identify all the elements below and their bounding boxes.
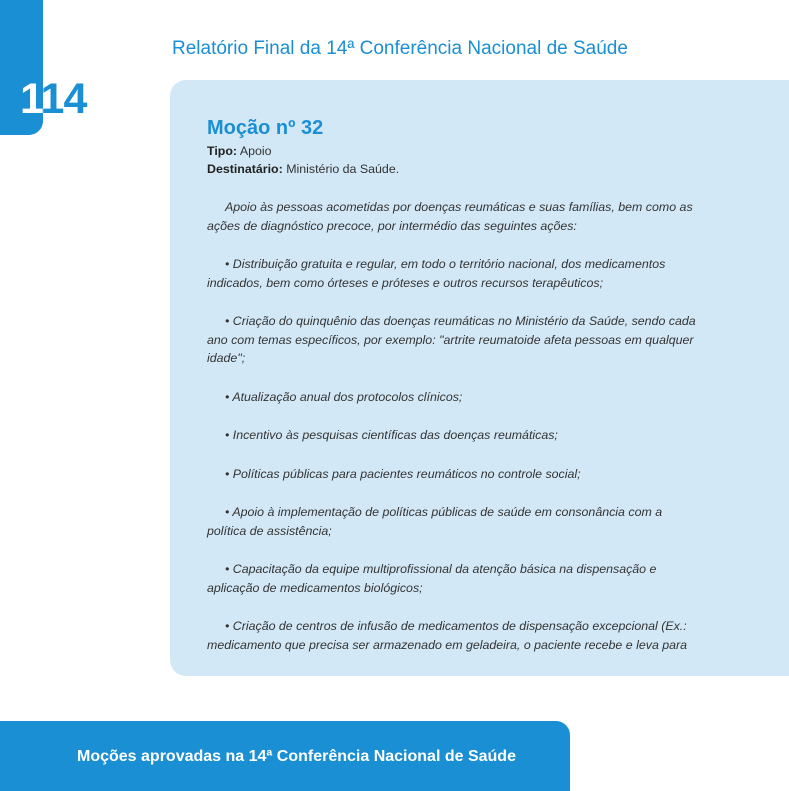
recipient-value: Ministério da Saúde.	[282, 162, 400, 176]
motion-recipient	[207, 160, 697, 178]
footer-title: Moções aprovadas na 14ª Conferência Nacional de Saúde	[77, 748, 516, 765]
page-number-rest: 14	[40, 75, 87, 123]
motion-content	[207, 116, 697, 654]
action-item-8: • Criação de centros de infusão de medicamentos de dispensação excepcional (Ex.: medicamento que precisa ser armazenado em geladeira, o paciente recebe e leva para	[207, 619, 688, 652]
action-item-6: • Apoio à implementação de políticas públicas de saúde em consonância com a política de assistência;	[207, 505, 663, 538]
page-number	[20, 75, 87, 123]
footer-bar	[0, 721, 570, 791]
page-number-first-digit: 1	[20, 75, 41, 123]
action-item-4: • Incentivo às pesquisas científicas das doenças reumáticas;	[225, 428, 558, 442]
motion-intro: Apoio às pessoas acometidas por doenças reumáticas e suas famílias, bem como as ações de diagnóstico precoce, por intermédio das seguintes ações:	[207, 200, 693, 233]
type-label: Tipo:	[207, 144, 238, 158]
type-value: Apoio	[237, 144, 272, 158]
action-item-5: • Políticas públicas para pacientes reumáticos no controle social;	[225, 466, 581, 481]
action-item-3: • Atualização anual dos protocolos clínicos;	[225, 389, 463, 404]
report-title: Relatório Final da 14ª Conferência Nacional de Saúde	[172, 38, 628, 59]
motion-type	[207, 142, 697, 160]
recipient-label: Destinatário:	[207, 162, 283, 176]
action-item-7: • Capacitação da equipe multiprofissional da atenção básica na dispensação e aplicação de medicamentos biológicos;	[207, 562, 657, 595]
motion-title: Moção nº 32	[207, 117, 324, 139]
action-item-2: • Criação do quinquênio das doenças reumáticas no Ministério da Saúde, sendo cada ano com temas específicos, por exemplo: "artrite reumatoide afeta pessoas em qualquer idade";	[207, 314, 696, 365]
action-item-1: • Distribuição gratuita e regular, em todo o território nacional, dos medicamentos indicados, bem como órteses e próteses e outros recursos terapêuticos;	[207, 257, 666, 290]
